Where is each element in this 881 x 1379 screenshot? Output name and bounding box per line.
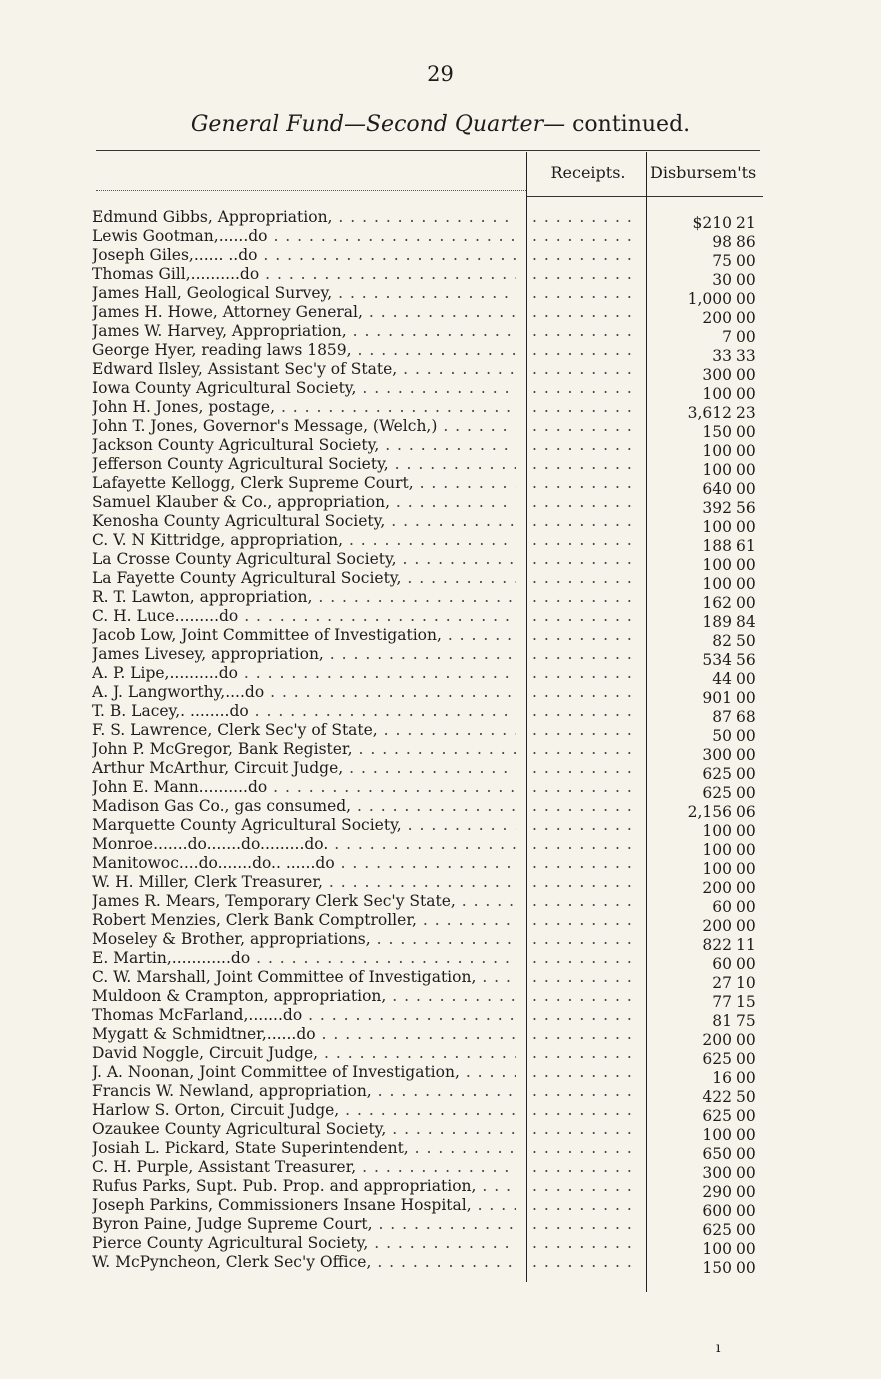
entry-receipts-leader — [532, 835, 640, 854]
ledger-row — [0, 892, 881, 916]
entry-name: Thomas McFarland,.......do . . . — [92, 1006, 516, 1025]
entry-disbursement-cents: 00 — [736, 1069, 756, 1087]
entry-name: Lafayette Kellogg, Clerk Supreme Court, . . . — [92, 474, 516, 493]
entry-receipts-leader — [532, 740, 640, 759]
entry-disbursement-cents: 00 — [736, 1145, 756, 1163]
ledger-row — [0, 531, 881, 555]
entry-name: James Hall, Geological Survey, . . . — [92, 284, 516, 303]
entry-name: F. S. Lawrence, Clerk Sec'y of State, . . . — [92, 721, 516, 740]
entry-name: Madison Gas Co., gas consumed, . . . — [92, 797, 516, 816]
ledger-row — [0, 797, 881, 821]
entry-receipts-leader — [532, 1253, 640, 1272]
ledger-row — [0, 1234, 881, 1258]
entry-name: J. A. Noonan, Joint Committee of Investigation, . . . — [92, 1063, 516, 1082]
entry-disbursement-dollars: 822 — [702, 936, 732, 954]
entry-disbursement-dollars: 392 — [702, 499, 732, 517]
entry-disbursement-cents: 21 — [736, 214, 756, 232]
entry-name: T. B. Lacey,. ........do . . . — [92, 702, 516, 721]
page-title-rest: continued. — [572, 112, 691, 137]
disbursements-column-header: Disbursem'ts — [650, 163, 757, 182]
entry-name: C. W. Marshall, Joint Committee of Investigation, . . . — [92, 968, 516, 987]
ledger-row — [0, 1215, 881, 1239]
ledger-row — [0, 664, 881, 688]
entry-disbursement-cents: 11 — [736, 936, 756, 954]
ledger-row — [0, 1006, 881, 1030]
entry-disbursement-cents: 00 — [736, 1259, 756, 1277]
receipts-header-rule — [527, 196, 646, 197]
header-dotted-rule — [96, 190, 526, 191]
entry-name: R. T. Lawton, appropriation, . . . — [92, 588, 516, 607]
entry-disbursement-dollars: 901 — [702, 689, 732, 707]
entry-receipts-leader — [532, 987, 640, 1006]
entry-disbursement-dollars: 100 — [702, 442, 732, 460]
ledger-row — [0, 1101, 881, 1125]
entry-disbursement-dollars: 98 — [712, 233, 732, 251]
entry-disbursement-cents: 00 — [736, 917, 756, 935]
ledger-row — [0, 1082, 881, 1106]
ledger-row — [0, 588, 881, 612]
ledger-row — [0, 227, 881, 251]
entry-disbursement-dollars: 189 — [702, 613, 732, 631]
entry-name: Manitowoc....do.......do.. ......do . . . — [92, 854, 516, 873]
entry-disbursement-cents: 00 — [736, 1050, 756, 1068]
entry-disbursement-cents: 56 — [736, 651, 756, 669]
entry-disbursement-dollars: 2,156 — [687, 803, 732, 821]
receipts-column-header: Receipts. — [550, 163, 626, 182]
entry-disbursement-cents: 50 — [736, 1088, 756, 1106]
ledger-row — [0, 721, 881, 745]
entry-name: C. V. N Kittridge, appropriation, . . . — [92, 531, 516, 550]
entry-name: Robert Menzies, Clerk Bank Comptroller, . . . — [92, 911, 516, 930]
ledger-row — [0, 246, 881, 270]
entry-disbursement-cents: 00 — [736, 480, 756, 498]
entry-disbursement-cents: 00 — [736, 1240, 756, 1258]
entry-receipts-leader — [532, 436, 640, 455]
entry-receipts-leader — [532, 1101, 640, 1120]
entry-disbursement-dollars: 60 — [712, 955, 732, 973]
ledger-row — [0, 930, 881, 954]
entry-receipts-leader — [532, 968, 640, 987]
entry-receipts-leader — [532, 284, 640, 303]
entry-disbursement-dollars: 100 — [702, 1240, 732, 1258]
entry-receipts-leader — [532, 455, 640, 474]
entry-disbursement-cents: 00 — [736, 784, 756, 802]
entry-name: James R. Mears, Temporary Clerk Sec'y State, . . . — [92, 892, 516, 911]
entry-disbursement-dollars: 422 — [702, 1088, 732, 1106]
entry-disbursement-cents: 00 — [736, 594, 756, 612]
entry-disbursement-dollars: 33 — [712, 347, 732, 365]
entry-name: Monroe.......do.......do.........do. . . . — [92, 835, 516, 854]
entry-disbursement-dollars: 75 — [712, 252, 732, 270]
entry-receipts-leader — [532, 493, 640, 512]
entry-name: W. H. Miller, Clerk Treasurer, . . . — [92, 873, 516, 892]
entry-name: Harlow S. Orton, Circuit Judge, . . . — [92, 1101, 516, 1120]
entry-disbursement-cents: 33 — [736, 347, 756, 365]
entry-receipts-leader — [532, 683, 640, 702]
entry-disbursement-dollars: 625 — [702, 1050, 732, 1068]
entry-disbursement-cents: 00 — [736, 290, 756, 308]
entry-disbursement-dollars: 625 — [702, 765, 732, 783]
entry-receipts-leader — [532, 1025, 640, 1044]
entry-name: David Noggle, Circuit Judge, . . . — [92, 1044, 516, 1063]
entry-disbursement-dollars: 50 — [712, 727, 732, 745]
entry-name: Samuel Klauber & Co., appropriation, . . . — [92, 493, 516, 512]
entry-disbursement-dollars: 81 — [712, 1012, 732, 1030]
entry-receipts-leader — [532, 1215, 640, 1234]
entry-disbursement-dollars: 100 — [702, 575, 732, 593]
entry-receipts-leader — [532, 265, 640, 284]
entry-disbursement-cents: 00 — [736, 309, 756, 327]
entry-disbursement-cents: 15 — [736, 993, 756, 1011]
entry-disbursement-dollars: 87 — [712, 708, 732, 726]
entry-disbursement-dollars: 300 — [702, 1164, 732, 1182]
ledger-row — [0, 740, 881, 764]
ledger-row — [0, 265, 881, 289]
entry-receipts-leader — [532, 227, 640, 246]
entry-receipts-leader — [532, 208, 640, 227]
entry-name: A. J. Langworthy,....do . . . — [92, 683, 516, 702]
ledger-row — [0, 398, 881, 422]
ledger-row — [0, 911, 881, 935]
entry-disbursement-dollars: 82 — [712, 632, 732, 650]
entry-receipts-leader — [532, 645, 640, 664]
ledger-row — [0, 873, 881, 897]
ledger-row — [0, 341, 881, 365]
ledger-row — [0, 569, 881, 593]
entry-receipts-leader — [532, 1234, 640, 1253]
entry-name: C. H. Purple, Assistant Treasurer, . . . — [92, 1158, 516, 1177]
ledger-row — [0, 1158, 881, 1182]
entry-name: Moseley & Brother, appropriations, . . . — [92, 930, 516, 949]
entry-receipts-leader — [532, 360, 640, 379]
entry-disbursement-dollars: 650 — [702, 1145, 732, 1163]
entry-name: Francis W. Newland, appropriation, . . . — [92, 1082, 516, 1101]
page-title — [0, 112, 881, 137]
entry-receipts-leader — [532, 892, 640, 911]
entry-disbursement-dollars: 100 — [702, 1126, 732, 1144]
entry-disbursement-cents: 00 — [736, 252, 756, 270]
entry-name: E. Martin,............do . . . — [92, 949, 516, 968]
entry-name: Marquette County Agricultural Society, . . . — [92, 816, 516, 835]
entry-disbursement-cents: 00 — [736, 727, 756, 745]
ledger-row — [0, 493, 881, 517]
entry-disbursement-dollars: 1,000 — [687, 290, 732, 308]
entry-disbursement-dollars: 30 — [712, 271, 732, 289]
entry-disbursement-dollars: 27 — [712, 974, 732, 992]
ledger-row — [0, 322, 881, 346]
entry-name: Pierce County Agricultural Society, . . . — [92, 1234, 516, 1253]
entry-receipts-leader — [532, 588, 640, 607]
entry-name: George Hyer, reading laws 1859, . . . — [92, 341, 516, 360]
entry-receipts-leader — [532, 246, 640, 265]
entry-disbursement-cents: 00 — [736, 1031, 756, 1049]
ledger-row — [0, 1253, 881, 1277]
entry-name: Josiah L. Pickard, State Superintendent, . . . — [92, 1139, 516, 1158]
disbursements-header-rule — [647, 196, 763, 197]
entry-disbursement-cents: 68 — [736, 708, 756, 726]
ledger-entries — [0, 208, 881, 1277]
ledger-row — [0, 360, 881, 384]
entry-disbursement-cents: 00 — [736, 328, 756, 346]
entry-receipts-leader — [532, 1120, 640, 1139]
ledger-row — [0, 835, 881, 859]
entry-name: Joseph Parkins, Commissioners Insane Hospital, . . . — [92, 1196, 516, 1215]
entry-receipts-leader — [532, 759, 640, 778]
entry-receipts-leader — [532, 379, 640, 398]
entry-disbursement-cents: 00 — [736, 575, 756, 593]
entry-disbursement-dollars: 625 — [702, 1107, 732, 1125]
ledger-row — [0, 949, 881, 973]
ledger-row — [0, 683, 881, 707]
entry-receipts-leader — [532, 607, 640, 626]
entry-name: Jacob Low, Joint Committee of Investigation, . . . — [92, 626, 516, 645]
entry-disbursement-dollars: 290 — [702, 1183, 732, 1201]
entry-disbursement-dollars: $210 — [692, 214, 732, 232]
entry-receipts-leader — [532, 1177, 640, 1196]
entry-disbursement-cents: 84 — [736, 613, 756, 631]
entry-receipts-leader — [532, 626, 640, 645]
entry-disbursement-dollars: 200 — [702, 917, 732, 935]
entry-name: John P. McGregor, Bank Register, . . . — [92, 740, 516, 759]
entry-name: Iowa County Agricultural Society, . . . — [92, 379, 516, 398]
entry-disbursement-dollars: 625 — [702, 784, 732, 802]
ledger-row — [0, 1044, 881, 1068]
ledger-row — [0, 645, 881, 669]
entry-disbursement-cents: 00 — [736, 1107, 756, 1125]
entry-name: James Livesey, appropriation, . . . — [92, 645, 516, 664]
entry-disbursement-dollars: 16 — [712, 1069, 732, 1087]
entry-receipts-leader — [532, 1158, 640, 1177]
ledger-row — [0, 607, 881, 631]
entry-disbursement-dollars: 100 — [702, 461, 732, 479]
ledger-row — [0, 1025, 881, 1049]
entry-receipts-leader — [532, 303, 640, 322]
ledger-row — [0, 417, 881, 441]
entry-receipts-leader — [532, 854, 640, 873]
entry-receipts-leader — [532, 1006, 640, 1025]
entry-disbursement-dollars: 162 — [702, 594, 732, 612]
entry-disbursement-dollars: 100 — [702, 822, 732, 840]
entry-disbursement-dollars: 100 — [702, 841, 732, 859]
entry-disbursement-cents: 00 — [736, 670, 756, 688]
entry-name: Jackson County Agricultural Society, . . . — [92, 436, 516, 455]
ledger-row — [0, 303, 881, 327]
ledger-row — [0, 1139, 881, 1163]
entry-name: La Crosse County Agricultural Society, . . . — [92, 550, 516, 569]
entry-name: Lewis Gootman,......do . . . — [92, 227, 516, 246]
entry-disbursement-dollars: 3,612 — [687, 404, 732, 422]
entry-disbursement-cents: 00 — [736, 689, 756, 707]
entry-name: Byron Paine, Judge Supreme Court, . . . — [92, 1215, 516, 1234]
entry-name: Jefferson County Agricultural Society, . . . — [92, 455, 516, 474]
entry-disbursement-cents: 00 — [736, 879, 756, 897]
entry-disbursement-cents: 00 — [736, 955, 756, 973]
entry-disbursement-dollars: 60 — [712, 898, 732, 916]
ledger-row — [0, 626, 881, 650]
entry-disbursement-cents: 00 — [736, 423, 756, 441]
entry-disbursement-cents: 00 — [736, 1183, 756, 1201]
ledger-row — [0, 208, 881, 232]
entry-disbursement-cents: 00 — [736, 1202, 756, 1220]
entry-name: C. H. Luce.........do . . . — [92, 607, 516, 626]
entry-disbursement-cents: 86 — [736, 233, 756, 251]
entry-receipts-leader — [532, 1082, 640, 1101]
ledger-row — [0, 550, 881, 574]
entry-receipts-leader — [532, 949, 640, 968]
footer-mark: ı — [716, 1340, 721, 1356]
entry-receipts-leader — [532, 512, 640, 531]
entry-disbursement-dollars: 188 — [702, 537, 732, 555]
entry-disbursement-dollars: 300 — [702, 366, 732, 384]
entry-receipts-leader — [532, 417, 640, 436]
entry-receipts-leader — [532, 702, 640, 721]
page-number: 29 — [427, 62, 454, 86]
entry-disbursement-cents: 00 — [736, 898, 756, 916]
entry-receipts-leader — [532, 930, 640, 949]
ledger-row — [0, 1177, 881, 1201]
entry-disbursement-cents: 50 — [736, 632, 756, 650]
ledger-row — [0, 1063, 881, 1087]
ledger-row — [0, 512, 881, 536]
entry-disbursement-cents: 00 — [736, 556, 756, 574]
entry-name: John E. Mann..........do . . . — [92, 778, 516, 797]
entry-receipts-leader — [532, 721, 640, 740]
entry-disbursement-dollars: 7 — [722, 328, 732, 346]
entry-name: Joseph Giles,...... ..do . . . — [92, 246, 516, 265]
entry-disbursement-cents: 06 — [736, 803, 756, 821]
entry-disbursement-cents: 00 — [736, 1126, 756, 1144]
entry-name: Mygatt & Schmidtner,......do . . . — [92, 1025, 516, 1044]
ledger-row — [0, 474, 881, 498]
entry-name: John T. Jones, Governor's Message, (Welch,) . . . — [92, 417, 516, 436]
ledger-row — [0, 816, 881, 840]
entry-receipts-leader — [532, 531, 640, 550]
ledger-row — [0, 702, 881, 726]
entry-name: La Fayette County Agricultural Society, . . . — [92, 569, 516, 588]
entry-receipts-leader — [532, 1044, 640, 1063]
entry-disbursement-cents: 00 — [736, 1221, 756, 1239]
entry-receipts-leader — [532, 797, 640, 816]
entry-disbursement-dollars: 150 — [702, 423, 732, 441]
entry-receipts-leader — [532, 778, 640, 797]
entry-disbursement-cents: 00 — [736, 765, 756, 783]
entry-disbursement-cents: 10 — [736, 974, 756, 992]
entry-disbursement-cents: 00 — [736, 1164, 756, 1182]
entry-name: A. P. Lipe,..........do . . . — [92, 664, 516, 683]
ledger-row — [0, 436, 881, 460]
entry-disbursement-dollars: 100 — [702, 860, 732, 878]
entry-disbursement-cents: 23 — [736, 404, 756, 422]
entry-disbursement-cents: 00 — [736, 860, 756, 878]
entry-receipts-leader — [532, 398, 640, 417]
ledger-row — [0, 759, 881, 783]
entry-receipts-leader — [532, 550, 640, 569]
entry-receipts-leader — [532, 1196, 640, 1215]
ledger-row — [0, 1196, 881, 1220]
entry-receipts-leader — [532, 664, 640, 683]
ledger-row — [0, 778, 881, 802]
entry-disbursement-cents: 61 — [736, 537, 756, 555]
entry-disbursement-dollars: 77 — [712, 993, 732, 1011]
entry-disbursement-cents: 00 — [736, 385, 756, 403]
entry-name: James H. Howe, Attorney General, . . . — [92, 303, 516, 322]
entry-name: Edmund Gibbs, Appropriation, . . . — [92, 208, 516, 227]
entry-disbursement-dollars: 150 — [702, 1259, 732, 1277]
ledger-row — [0, 1120, 881, 1144]
entry-disbursement-cents: 00 — [736, 841, 756, 859]
entry-disbursement-cents: 00 — [736, 518, 756, 536]
entry-disbursement-cents: 00 — [736, 271, 756, 289]
entry-disbursement-dollars: 600 — [702, 1202, 732, 1220]
page-title-italic: General Fund—Second Quarter— — [190, 112, 566, 137]
entry-disbursement-dollars: 625 — [702, 1221, 732, 1239]
entry-name: Edward Ilsley, Assistant Sec'y of State, . . . — [92, 360, 516, 379]
entry-receipts-leader — [532, 322, 640, 341]
entry-disbursement-cents: 00 — [736, 366, 756, 384]
top-rule — [96, 150, 760, 151]
ledger-row — [0, 284, 881, 308]
entry-disbursement-cents: 00 — [736, 822, 756, 840]
entry-disbursement-cents: 00 — [736, 461, 756, 479]
entry-receipts-leader — [532, 1063, 640, 1082]
entry-name: James W. Harvey, Appropriation, . . . — [92, 322, 516, 341]
entry-disbursement-dollars: 100 — [702, 556, 732, 574]
entry-disbursement-cents: 00 — [736, 442, 756, 460]
entry-disbursement-cents: 56 — [736, 499, 756, 517]
entry-disbursement-dollars: 44 — [712, 670, 732, 688]
entry-receipts-leader — [532, 341, 640, 360]
entry-receipts-leader — [532, 911, 640, 930]
entry-disbursement-dollars: 300 — [702, 746, 732, 764]
ledger-row — [0, 854, 881, 878]
entry-name: W. McPyncheon, Clerk Sec'y Office, . . . — [92, 1253, 516, 1272]
entry-name: Thomas Gill,..........do . . . — [92, 265, 516, 284]
entry-disbursement-dollars: 534 — [702, 651, 732, 669]
ledger-row — [0, 987, 881, 1011]
entry-receipts-leader — [532, 1139, 640, 1158]
entry-name: Ozaukee County Agricultural Society, . . . — [92, 1120, 516, 1139]
entry-disbursement-dollars: 200 — [702, 1031, 732, 1049]
entry-name: Muldoon & Crampton, appropriation, . . . — [92, 987, 516, 1006]
entry-disbursement-dollars: 640 — [702, 480, 732, 498]
entry-disbursement-dollars: 100 — [702, 385, 732, 403]
entry-name: Arthur McArthur, Circuit Judge, . . . — [92, 759, 516, 778]
entry-disbursement-dollars: 200 — [702, 879, 732, 897]
entry-name: John H. Jones, postage, . . . — [92, 398, 516, 417]
entry-name: Kenosha County Agricultural Society, . . . — [92, 512, 516, 531]
entry-disbursement-dollars: 200 — [702, 309, 732, 327]
entry-disbursement-cents: 00 — [736, 746, 756, 764]
entry-receipts-leader — [532, 816, 640, 835]
entry-name: Rufus Parks, Supt. Pub. Prop. and appropriation, . . . — [92, 1177, 516, 1196]
ledger-row — [0, 968, 881, 992]
entry-receipts-leader — [532, 873, 640, 892]
entry-disbursement-cents: 75 — [736, 1012, 756, 1030]
ledger-row — [0, 455, 881, 479]
entry-receipts-leader — [532, 474, 640, 493]
entry-disbursement-dollars: 100 — [702, 518, 732, 536]
entry-receipts-leader — [532, 569, 640, 588]
ledger-row — [0, 379, 881, 403]
